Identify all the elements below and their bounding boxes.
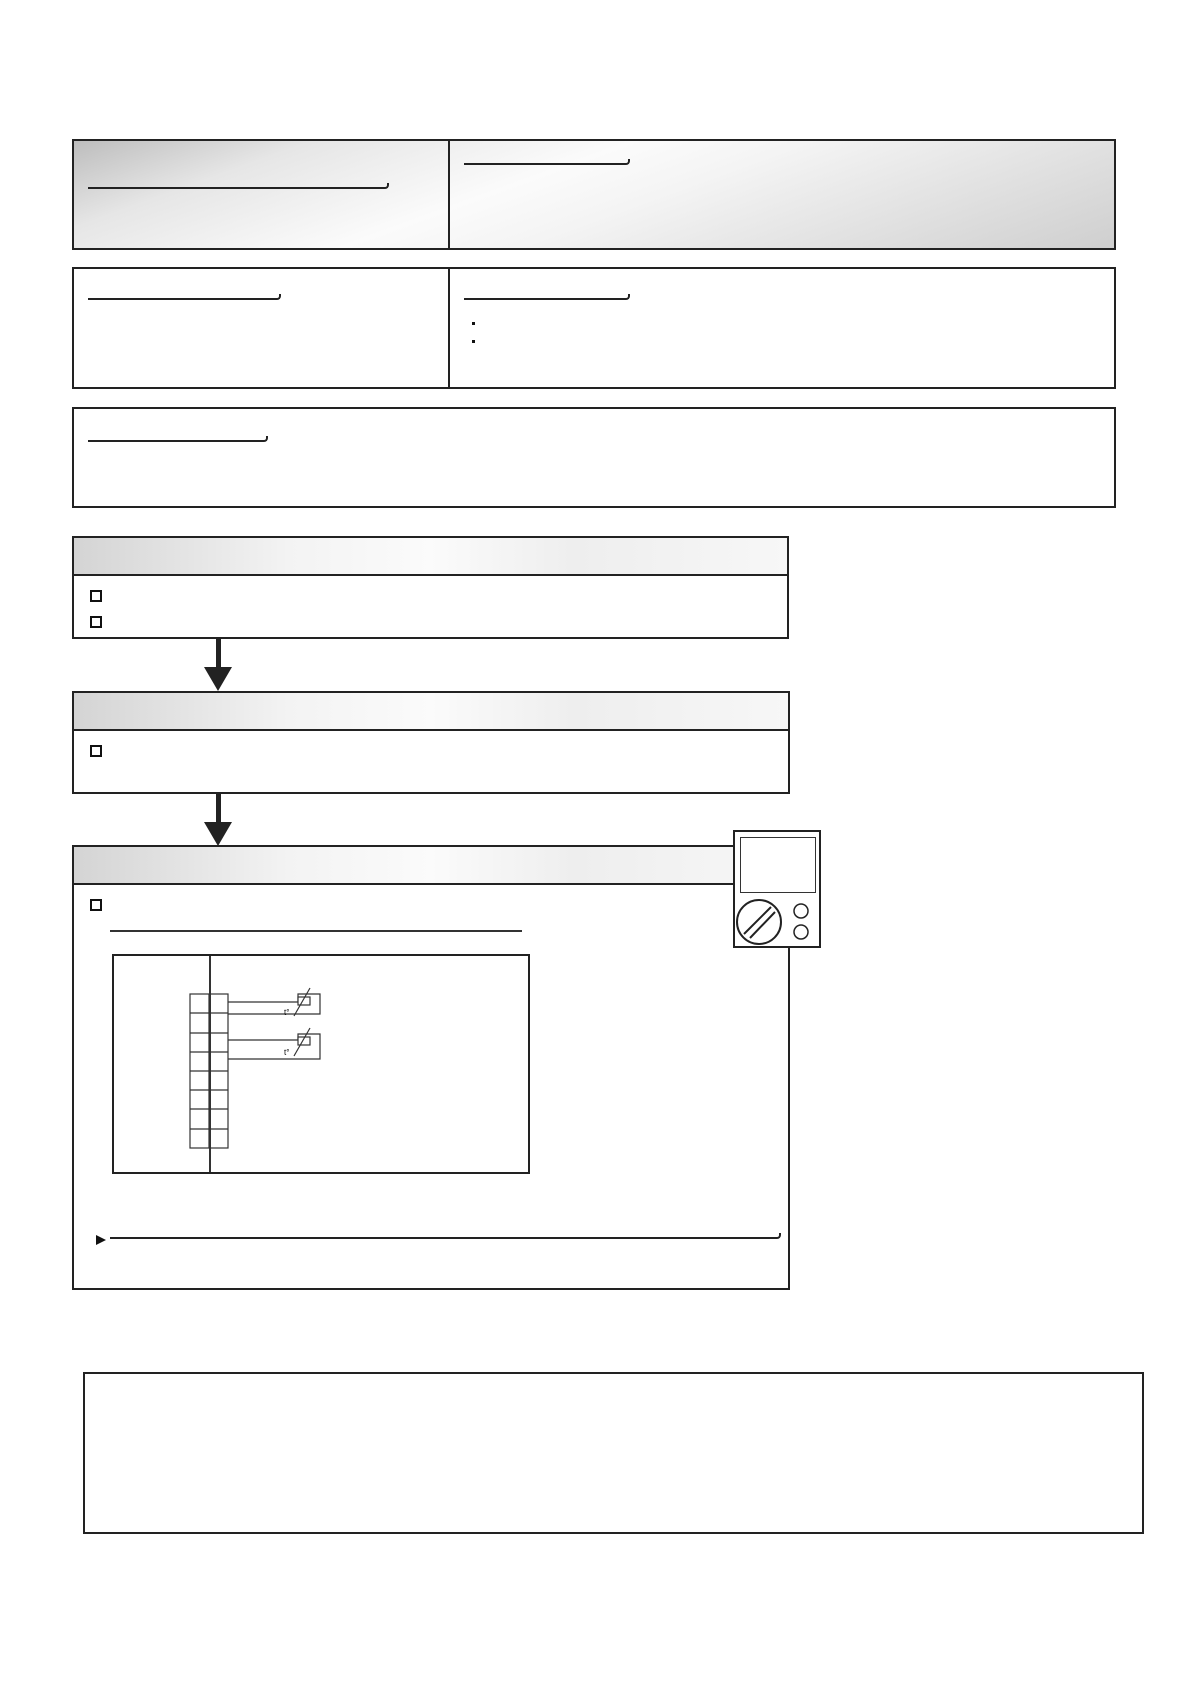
header-right-title-line — [464, 159, 630, 165]
info-divider — [448, 269, 450, 387]
wiring-diagram — [112, 954, 530, 1174]
step1-panel — [72, 536, 789, 639]
info-bullet-2 — [472, 340, 475, 343]
info-left-title-line — [88, 294, 281, 300]
terminal-and-thermistors — [114, 956, 532, 1176]
checkbox-icon[interactable] — [90, 590, 102, 602]
step2-header — [74, 693, 788, 731]
bottom-box — [83, 1372, 1144, 1534]
header-left-title-line — [88, 183, 389, 189]
meter-dial — [735, 890, 823, 950]
step3-caption-line — [110, 930, 522, 932]
step3-panel — [72, 845, 790, 1290]
info-right-title-line — [464, 294, 630, 300]
step3-header — [74, 847, 788, 885]
checkbox-icon[interactable] — [90, 899, 102, 911]
arrow-down-icon — [204, 639, 232, 691]
thermistor-icon: t° — [284, 1048, 290, 1057]
header-band — [72, 139, 1116, 250]
checkbox-icon[interactable] — [90, 745, 102, 757]
multimeter-icon — [733, 830, 821, 948]
step1-header — [74, 538, 787, 576]
info-row — [72, 267, 1116, 389]
notes-title-line — [88, 436, 268, 442]
arrow-down-icon — [204, 794, 232, 846]
meter-display — [740, 837, 816, 893]
step3-footer-line — [110, 1233, 781, 1239]
step2-panel — [72, 691, 790, 794]
header-divider — [448, 141, 450, 248]
notes-box — [72, 407, 1116, 508]
checkbox-icon[interactable] — [90, 616, 102, 628]
triangle-right-icon — [96, 1235, 106, 1245]
info-bullet-1 — [472, 322, 475, 325]
thermistor-icon: t° — [284, 1008, 290, 1017]
